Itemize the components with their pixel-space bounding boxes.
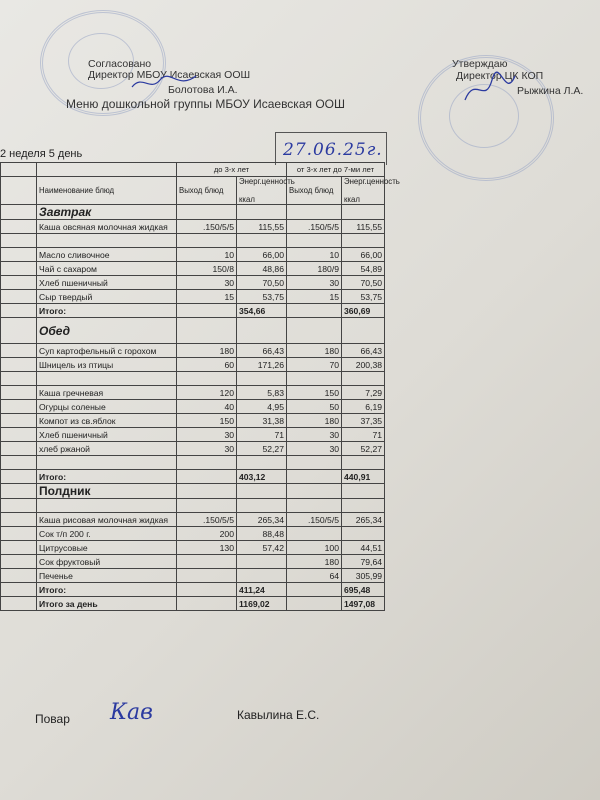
yield-2: 30 (287, 442, 342, 456)
energy-2: 53,75 (342, 290, 385, 304)
table-row (1, 541, 385, 555)
total-label: Итого: (37, 583, 177, 597)
total-energy-2: 360,69 (342, 304, 385, 318)
yield-2 (287, 527, 342, 541)
dish-name: Цитрусовые (37, 541, 177, 555)
yield-1: .150/5/5 (177, 220, 237, 234)
table-row (1, 386, 385, 400)
yield-1: 120 (177, 386, 237, 400)
yield-2: .150/5/5 (287, 513, 342, 527)
energy-1: 70,50 (237, 276, 287, 290)
yield-1: 30 (177, 428, 237, 442)
dish-name: Сыр твердый (37, 290, 177, 304)
yield-1 (177, 555, 237, 569)
energy-2: 54,89 (342, 262, 385, 276)
yield-2: 180/9 (287, 262, 342, 276)
handwritten-date: 27.06.25г. (283, 140, 383, 160)
yield-2: 150 (287, 386, 342, 400)
cook-name: Кавылина Е.С. (237, 708, 320, 722)
header-approved: Утверждаю (452, 58, 508, 70)
energy-1: 171,26 (237, 358, 287, 372)
energy-2: 6,19 (342, 400, 385, 414)
dish-name: Суп картофельный с горохом (37, 344, 177, 358)
energy-2: 66,00 (342, 248, 385, 262)
menu-table (0, 162, 400, 611)
signature-right (460, 70, 520, 110)
signature-left (130, 72, 200, 94)
cook-signature: Кав (110, 700, 153, 725)
dish-name: Каша рисовая молочная жидкая (37, 513, 177, 527)
table-row (1, 344, 385, 358)
yield-2: 30 (287, 428, 342, 442)
table-row (1, 400, 385, 414)
total-energy-1: 403,12 (237, 470, 287, 484)
section-snack (1, 484, 385, 499)
table-row (1, 513, 385, 527)
header-director-right: Директор ЦК КОП (456, 70, 544, 82)
section-title-snack: Полдник (37, 484, 177, 499)
energy-1 (237, 555, 287, 569)
yield-2: 30 (287, 276, 342, 290)
yield-2: 64 (287, 569, 342, 583)
yield-1 (177, 569, 237, 583)
day-total-row (1, 597, 385, 611)
section-title-breakfast: Завтрак (37, 205, 177, 220)
dish-name: Шницель из птицы (37, 358, 177, 372)
table-row (1, 569, 385, 583)
dish-name: Компот из св.яблок (37, 414, 177, 428)
header-name-right: Рыжкина Л.А. (517, 85, 584, 97)
yield-2: 10 (287, 248, 342, 262)
energy-1: 66,43 (237, 344, 287, 358)
dish-name: Масло сливочное (37, 248, 177, 262)
energy-2: 71 (342, 428, 385, 442)
yield-1: 30 (177, 276, 237, 290)
col-yield-1: Выход блюд (177, 177, 237, 205)
energy-2: 305,99 (342, 569, 385, 583)
energy-2: 79,64 (342, 555, 385, 569)
table-row (1, 428, 385, 442)
yield-1: 150/8 (177, 262, 237, 276)
group-under-3: до 3-х лет (177, 163, 287, 177)
energy-1: 4,95 (237, 400, 287, 414)
table-row (1, 442, 385, 456)
dish-name: Печенье (37, 569, 177, 583)
yield-2: 100 (287, 541, 342, 555)
day-total-energy-1: 1169,02 (237, 597, 287, 611)
dish-name: Хлеб пшеничный (37, 276, 177, 290)
energy-1: 5,83 (237, 386, 287, 400)
total-energy-2: 695,48 (342, 583, 385, 597)
section-lunch (1, 318, 385, 344)
total-label: Итого: (37, 470, 177, 484)
col-energy-2 (342, 177, 400, 205)
table-row (1, 414, 385, 428)
col-dish-name: Наименование блюд (37, 177, 177, 205)
section-breakfast (1, 205, 385, 220)
cook-label: Повар (35, 712, 70, 726)
table-row (1, 358, 385, 372)
breakfast-total-row (1, 304, 385, 318)
section-title-lunch: Обед (37, 318, 177, 344)
energy-2: 115,55 (342, 220, 385, 234)
yield-2: 180 (287, 555, 342, 569)
table-row (1, 276, 385, 290)
yield-1: 40 (177, 400, 237, 414)
energy-2: 70,50 (342, 276, 385, 290)
header-agreed: Согласовано (88, 58, 152, 70)
energy-1: 71 (237, 428, 287, 442)
yield-1: 10 (177, 248, 237, 262)
energy-1: 57,42 (237, 541, 287, 555)
yield-2: 50 (287, 400, 342, 414)
col-energy-2-unit: ккал (344, 195, 360, 204)
yield-1: 200 (177, 527, 237, 541)
yield-1: .150/5/5 (177, 513, 237, 527)
total-energy-1: 411,24 (237, 583, 287, 597)
dish-name: Хлеб пшеничный (37, 428, 177, 442)
yield-1: 180 (177, 344, 237, 358)
total-label: Итого: (37, 304, 177, 318)
header-director-left: Директор МБОУ Исаевская ООШ (88, 69, 251, 81)
energy-2: 44,51 (342, 541, 385, 555)
table-row (1, 555, 385, 569)
energy-1: 48,86 (237, 262, 287, 276)
yield-1: 60 (177, 358, 237, 372)
yield-2: 15 (287, 290, 342, 304)
dish-name: Огурцы соленые (37, 400, 177, 414)
yield-1: 130 (177, 541, 237, 555)
day-total-label: Итого за день (37, 597, 177, 611)
dish-name: Чай с сахаром (37, 262, 177, 276)
age-group-row (1, 163, 385, 177)
table-row (1, 248, 385, 262)
week-day-label: 2 неделя 5 день (0, 148, 83, 160)
yield-2: 70 (287, 358, 342, 372)
energy-1: 115,55 (237, 220, 287, 234)
snack-total-row (1, 583, 385, 597)
dish-name: хлеб ржаной (37, 442, 177, 456)
yield-1: 30 (177, 442, 237, 456)
day-total-energy-2: 1497,08 (342, 597, 385, 611)
yield-1: 15 (177, 290, 237, 304)
group-3-to-7: от 3-х лет до 7-ми лет (287, 163, 385, 177)
yield-2: .150/5/5 (287, 220, 342, 234)
energy-2: 66,43 (342, 344, 385, 358)
energy-1: 53,75 (237, 290, 287, 304)
dish-name: Сок фруктовый (37, 555, 177, 569)
yield-2: 180 (287, 414, 342, 428)
page-title: Меню дошкольной группы МБОУ Исаевская ООШ (66, 97, 345, 111)
energy-1: 265,34 (237, 513, 287, 527)
energy-2: 52,27 (342, 442, 385, 456)
table-row (1, 527, 385, 541)
lunch-total-row (1, 470, 385, 484)
energy-1: 88,48 (237, 527, 287, 541)
energy-2: 265,34 (342, 513, 385, 527)
table-row (1, 290, 385, 304)
energy-1: 52,27 (237, 442, 287, 456)
energy-2: 7,29 (342, 386, 385, 400)
total-energy-2: 440,91 (342, 470, 385, 484)
col-energy-1-label: Энерг.ценность (239, 177, 295, 186)
table-row (1, 220, 385, 234)
table-row (1, 262, 385, 276)
energy-1: 31,38 (237, 414, 287, 428)
energy-2: 200,38 (342, 358, 385, 372)
dish-name: Сок т/п 200 г. (37, 527, 177, 541)
yield-2: 180 (287, 344, 342, 358)
yield-1: 150 (177, 414, 237, 428)
col-energy-2-label: Энерг.ценность (344, 177, 400, 186)
col-yield-2: Выход блюд (287, 177, 342, 205)
header-name-left: Болотова И.А. (168, 84, 238, 96)
column-header-row (1, 177, 385, 205)
col-energy-1-unit: ккал (239, 195, 255, 204)
total-energy-1: 354,66 (237, 304, 287, 318)
dish-name: Каша гречневая (37, 386, 177, 400)
dish-name: Каша овсяная молочная жидкая (37, 220, 177, 234)
energy-1: 66,00 (237, 248, 287, 262)
energy-1 (237, 569, 287, 583)
energy-2: 37,35 (342, 414, 385, 428)
energy-2 (342, 527, 385, 541)
col-energy-1 (237, 177, 295, 205)
